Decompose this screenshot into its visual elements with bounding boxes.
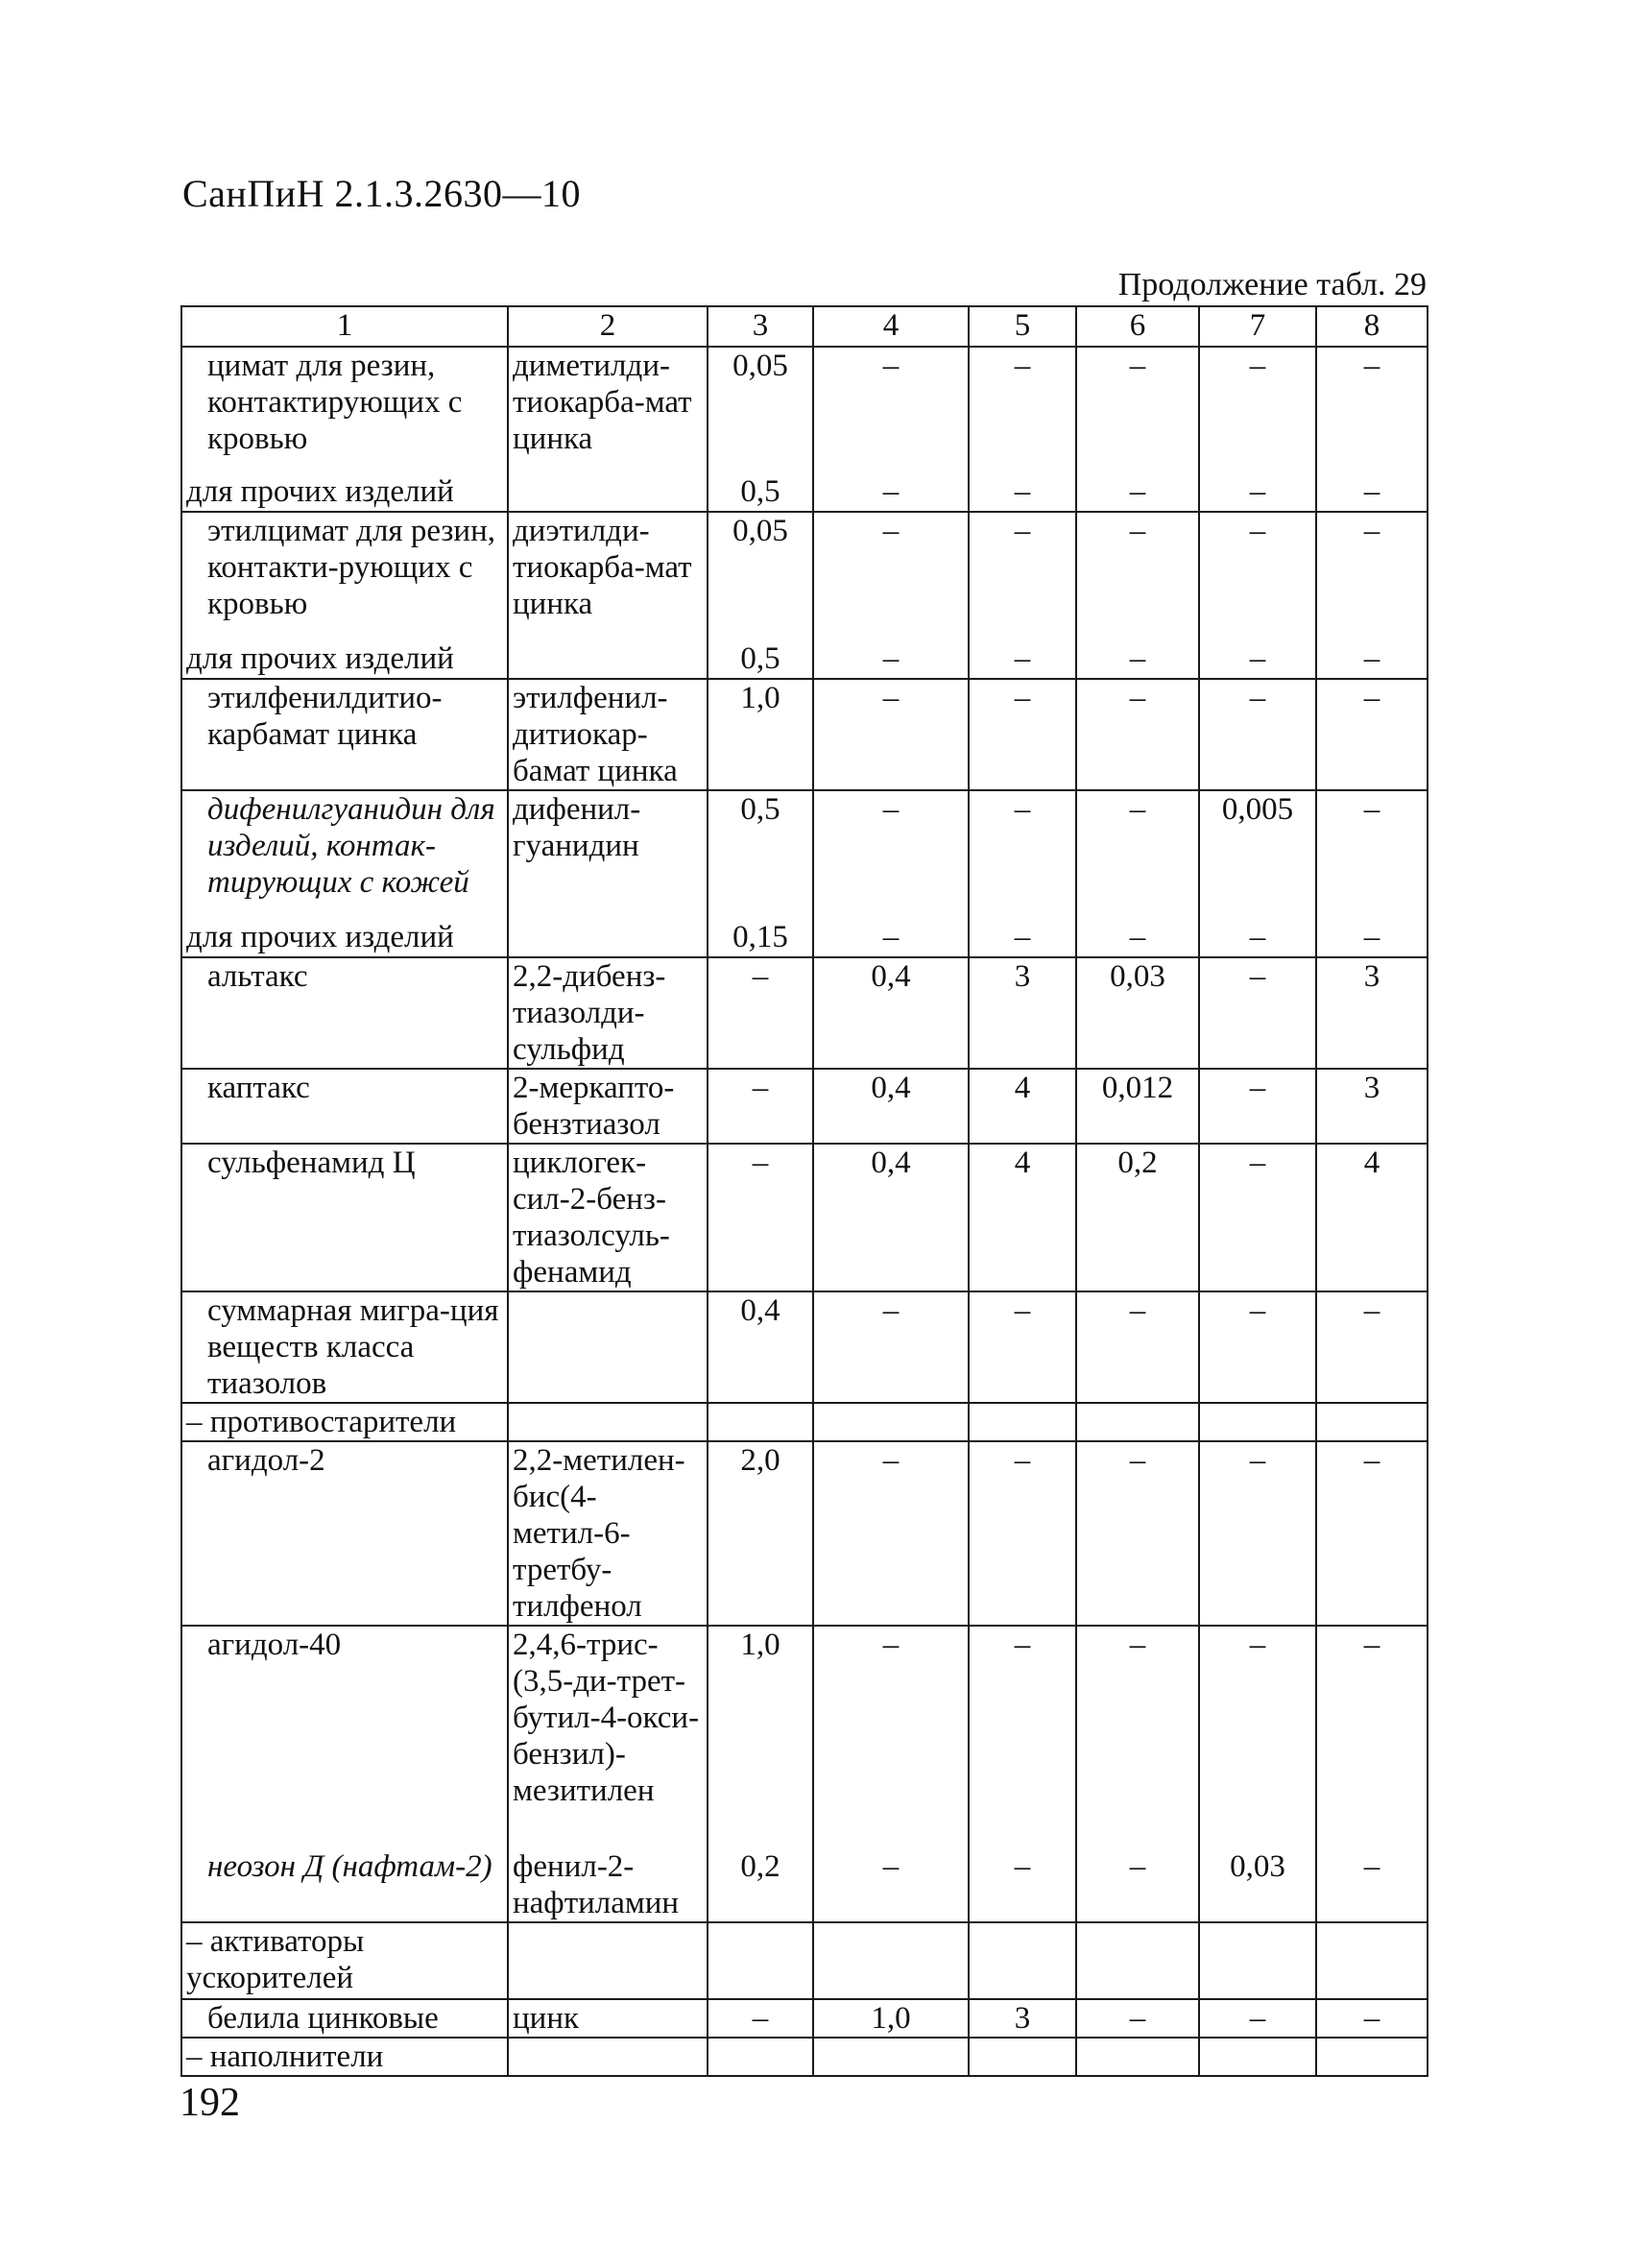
substance-name: агидол-2 xyxy=(207,1443,325,1478)
value-cell: 0,4 xyxy=(813,1144,969,1291)
value-cell: 0,05 xyxy=(708,347,813,473)
value-cell: 0,012 xyxy=(1076,1069,1199,1144)
value-cell: – xyxy=(708,1144,813,1291)
value-cell: – xyxy=(1199,679,1316,790)
chemical-name: циклогек-сил-2-бенз-тиазолсуль-фенамид xyxy=(508,1144,708,1291)
value-cell: – xyxy=(1316,919,1428,957)
value-cell: – xyxy=(1076,1441,1199,1626)
chemical-name: 2,2-метилен-бис(4-метил-6-третбу-тилфенол xyxy=(508,1441,708,1626)
chemical-name: диэтилди-тиокарба-мат цинка xyxy=(508,512,708,640)
value-cell: 0,5 xyxy=(708,790,813,919)
value-cell: – xyxy=(1199,957,1316,1069)
value-cell xyxy=(1199,1403,1316,1441)
value-cell: 1,0 xyxy=(708,1626,813,1848)
value-cell: – xyxy=(813,1441,969,1626)
substance-name: неозон Д (нафтам-2) xyxy=(207,1849,492,1884)
value-cell: – xyxy=(969,1848,1076,1922)
value-cell xyxy=(1076,1403,1199,1441)
value-cell: – xyxy=(1316,790,1428,919)
substance-name: сульфенамид Ц xyxy=(207,1146,416,1180)
chemical-name xyxy=(508,1922,708,1999)
value-cell: – xyxy=(813,640,969,679)
value-cell: 0,005 xyxy=(1199,790,1316,919)
value-cell: 0,03 xyxy=(1076,957,1199,1069)
value-cell: – xyxy=(1076,1999,1199,2038)
section-heading: – наполнители xyxy=(181,2038,508,2076)
value-cell xyxy=(1199,1922,1316,1999)
value-cell: – xyxy=(1199,1069,1316,1144)
value-cell xyxy=(813,1922,969,1999)
value-cell: – xyxy=(1199,1999,1316,2038)
value-cell: 0,15 xyxy=(708,919,813,957)
value-cell: – xyxy=(1199,347,1316,473)
value-cell xyxy=(1076,1922,1199,1999)
value-cell: 0,4 xyxy=(813,1069,969,1144)
chemical-name: цинк xyxy=(508,1999,708,2038)
value-cell: – xyxy=(1076,473,1199,512)
substance-name: суммарная мигра-ция веществ класса тиазолов xyxy=(207,1293,499,1401)
value-cell: 0,4 xyxy=(813,957,969,1069)
substance-migration-table xyxy=(180,305,1428,2077)
value-cell: 1,0 xyxy=(813,1999,969,2038)
value-cell: 3 xyxy=(969,1999,1076,2038)
value-cell: – xyxy=(969,1441,1076,1626)
value-cell: – xyxy=(813,1291,969,1403)
value-cell: – xyxy=(1076,679,1199,790)
value-cell xyxy=(969,1922,1076,1999)
value-cell: – xyxy=(1199,512,1316,640)
value-cell: – xyxy=(1316,1441,1428,1626)
value-cell: – xyxy=(813,790,969,919)
value-cell: – xyxy=(813,919,969,957)
table-row xyxy=(181,790,1428,919)
value-cell: 4 xyxy=(969,1069,1076,1144)
value-cell: 0,2 xyxy=(708,1848,813,1922)
value-cell: – xyxy=(1316,347,1428,473)
value-cell xyxy=(708,1403,813,1441)
value-cell: – xyxy=(1316,1626,1428,1848)
substance-name: для прочих изделий xyxy=(181,473,508,512)
substance-name: цимат для резин, контактирующих с кровью xyxy=(207,349,463,456)
value-cell xyxy=(1316,1403,1428,1441)
value-cell: 0,2 xyxy=(1076,1144,1199,1291)
value-cell: – xyxy=(969,473,1076,512)
section-row xyxy=(181,1922,1428,1999)
substance-name: для прочих изделий xyxy=(181,640,508,679)
chemical-name xyxy=(508,473,708,512)
table-row xyxy=(181,679,1428,790)
value-cell: – xyxy=(813,1848,969,1922)
substance-name: этилфенилдитио-карбамат цинка xyxy=(207,681,443,752)
section-heading: – активаторы ускорителей xyxy=(181,1922,508,1999)
substance-name: этилцимат для резин, контакти-рующих с кровью xyxy=(207,514,495,621)
value-cell: – xyxy=(708,957,813,1069)
chemical-name xyxy=(508,919,708,957)
value-cell xyxy=(708,1922,813,1999)
value-cell: – xyxy=(969,1291,1076,1403)
value-cell: – xyxy=(1076,1848,1199,1922)
page-number: 192 xyxy=(180,2081,240,2125)
chemical-name xyxy=(508,640,708,679)
table-row xyxy=(181,1999,1428,2038)
section-row xyxy=(181,2038,1428,2076)
value-cell: – xyxy=(1076,512,1199,640)
substance-name: белила цинковые xyxy=(207,2001,439,2036)
chemical-name: 2,2-дибенз-тиазолди-сульфид xyxy=(508,957,708,1069)
value-cell: 3 xyxy=(969,957,1076,1069)
column-header: 4 xyxy=(813,306,969,347)
table-row xyxy=(181,1848,1428,1922)
value-cell: – xyxy=(1316,1291,1428,1403)
value-cell: – xyxy=(813,473,969,512)
substance-name: агидол-40 xyxy=(207,1628,342,1662)
value-cell: 0,05 xyxy=(708,512,813,640)
chemical-name xyxy=(508,1291,708,1403)
value-cell: – xyxy=(969,640,1076,679)
value-cell xyxy=(969,1403,1076,1441)
table-row xyxy=(181,1626,1428,1848)
substance-name: альтакс xyxy=(207,959,308,994)
chemical-name: фенил-2-нафтиламин xyxy=(508,1848,708,1922)
value-cell: 0,03 xyxy=(1199,1848,1316,1922)
value-cell: – xyxy=(1316,512,1428,640)
document-title: СанПиН 2.1.3.2630—10 xyxy=(182,172,582,215)
value-cell: 3 xyxy=(1316,1069,1428,1144)
column-number-header-row xyxy=(181,306,1428,347)
value-cell: – xyxy=(1199,1144,1316,1291)
value-cell: – xyxy=(969,919,1076,957)
table-row xyxy=(181,957,1428,1069)
value-cell: 0,5 xyxy=(708,640,813,679)
value-cell: – xyxy=(1199,1626,1316,1848)
value-cell: – xyxy=(1076,790,1199,919)
value-cell: – xyxy=(1316,1848,1428,1922)
column-header: 1 xyxy=(181,306,508,347)
value-cell xyxy=(969,2038,1076,2076)
value-cell: 1,0 xyxy=(708,679,813,790)
value-cell: – xyxy=(1076,640,1199,679)
chemical-name: этилфенил-дитиокар-бамат цинка xyxy=(508,679,708,790)
chemical-name: диметилди-тиокарба-мат цинка xyxy=(508,347,708,473)
chemical-name: дифенил-гуанидин xyxy=(508,790,708,919)
column-header: 7 xyxy=(1199,306,1316,347)
chemical-name xyxy=(508,1403,708,1441)
column-header: 2 xyxy=(508,306,708,347)
section-heading: – противостарители xyxy=(181,1403,508,1441)
value-cell: – xyxy=(1076,1291,1199,1403)
value-cell: 4 xyxy=(1316,1144,1428,1291)
table-row xyxy=(181,1441,1428,1626)
substance-name: для прочих изделий xyxy=(181,919,508,957)
value-cell xyxy=(1316,2038,1428,2076)
value-cell: 3 xyxy=(1316,957,1428,1069)
value-cell xyxy=(1316,1922,1428,1999)
table-row xyxy=(181,512,1428,640)
value-cell: 0,4 xyxy=(708,1291,813,1403)
substance-name: дифенилгуанидин для изделий, контак-тирующих с кожей xyxy=(207,792,495,900)
table-row xyxy=(181,1291,1428,1403)
value-cell: – xyxy=(969,1626,1076,1848)
value-cell: – xyxy=(969,679,1076,790)
column-header: 5 xyxy=(969,306,1076,347)
value-cell: 4 xyxy=(969,1144,1076,1291)
value-cell: 0,5 xyxy=(708,473,813,512)
value-cell: – xyxy=(969,512,1076,640)
value-cell: – xyxy=(813,512,969,640)
value-cell xyxy=(708,2038,813,2076)
value-cell xyxy=(813,2038,969,2076)
value-cell: – xyxy=(1076,919,1199,957)
chemical-name: 2-меркапто-бензтиазол xyxy=(508,1069,708,1144)
value-cell: – xyxy=(1316,473,1428,512)
value-cell xyxy=(813,1403,969,1441)
value-cell: – xyxy=(1199,640,1316,679)
value-cell: – xyxy=(708,1999,813,2038)
table-continuation-label: Продолжение табл. 29 xyxy=(1117,267,1427,302)
table-row xyxy=(181,347,1428,473)
value-cell xyxy=(1199,2038,1316,2076)
column-header: 6 xyxy=(1076,306,1199,347)
value-cell: – xyxy=(813,347,969,473)
value-cell: – xyxy=(1316,1999,1428,2038)
value-cell: – xyxy=(1199,1291,1316,1403)
column-header: 3 xyxy=(708,306,813,347)
table-row xyxy=(181,1144,1428,1291)
value-cell: – xyxy=(1199,473,1316,512)
value-cell: – xyxy=(969,790,1076,919)
chemical-name: 2,4,6-трис-(3,5-ди-трет-бутил-4-окси-бензил)-мезитилен xyxy=(508,1626,708,1848)
value-cell: – xyxy=(708,1069,813,1144)
value-cell xyxy=(1076,2038,1199,2076)
value-cell: 2,0 xyxy=(708,1441,813,1626)
table-row xyxy=(181,640,1428,679)
substance-name: каптакс xyxy=(207,1071,310,1105)
value-cell: – xyxy=(1199,1441,1316,1626)
table-row xyxy=(181,1069,1428,1144)
value-cell: – xyxy=(1076,1626,1199,1848)
value-cell: – xyxy=(813,1626,969,1848)
value-cell: – xyxy=(1199,919,1316,957)
table-row xyxy=(181,473,1428,512)
section-row xyxy=(181,1403,1428,1441)
table-row xyxy=(181,919,1428,957)
chemical-name xyxy=(508,2038,708,2076)
value-cell: – xyxy=(969,347,1076,473)
value-cell: – xyxy=(1076,347,1199,473)
column-header: 8 xyxy=(1316,306,1428,347)
value-cell: – xyxy=(813,679,969,790)
value-cell: – xyxy=(1316,640,1428,679)
value-cell: – xyxy=(1316,679,1428,790)
